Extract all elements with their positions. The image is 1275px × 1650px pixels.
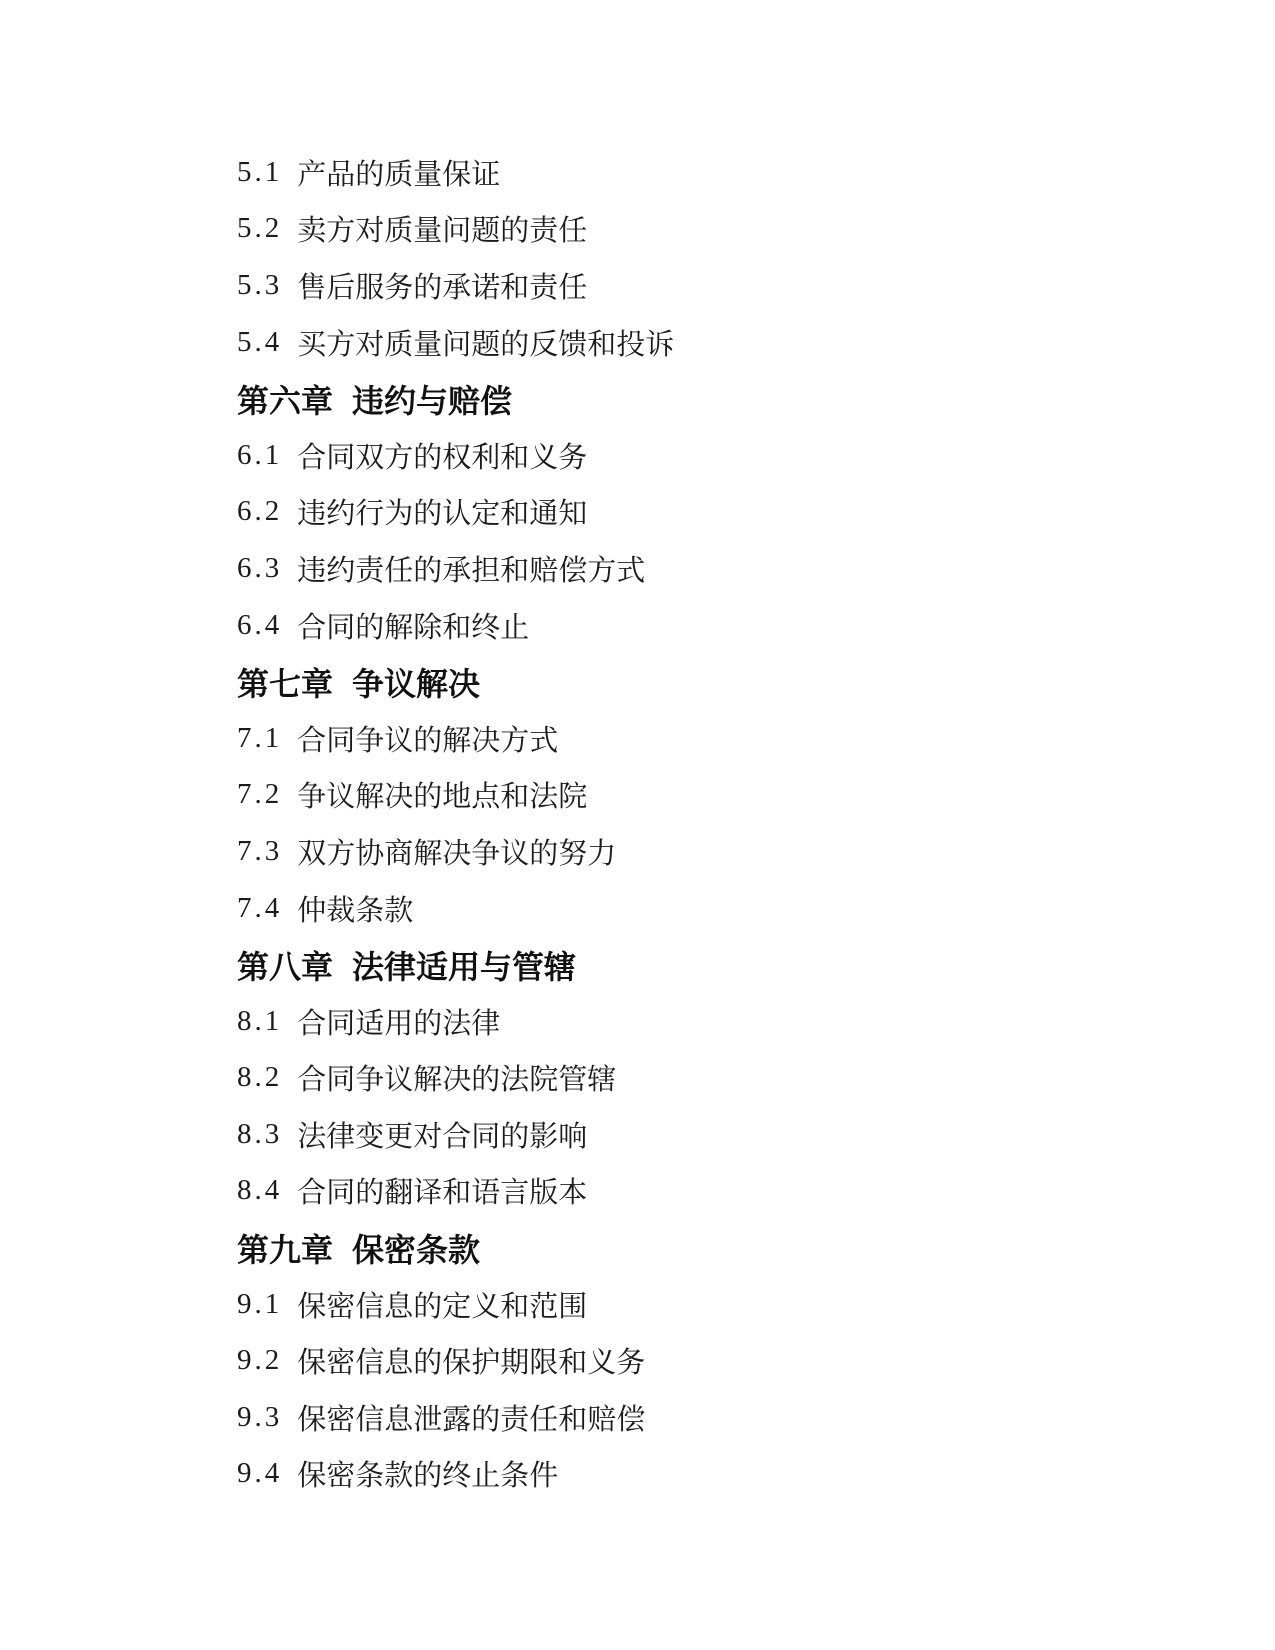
item-title: 合同的翻译和语言版本 [297,1177,588,1210]
toc-item [237,257,1195,314]
item-title: 争议解决的地点和法院 [297,781,588,814]
toc-item [237,314,1195,371]
item-title: 合同适用的法律 [297,1007,501,1040]
chapter-title: 违约与赔偿 [352,382,513,419]
toc-item [237,767,1195,824]
toc-item [237,1446,1195,1503]
chapter-label: 第六章 [237,382,334,419]
chapter-heading [237,653,1195,710]
section-number: 9.1 [237,1287,283,1320]
table-of-contents [237,144,1195,1502]
item-title: 合同争议解决的法院管辖 [297,1064,617,1097]
toc-item [237,823,1195,880]
item-title: 保密信息泄露的责任和赔偿 [297,1403,646,1436]
toc-item [237,1276,1195,1333]
toc-item [237,1163,1195,1220]
chapter-title: 争议解决 [352,665,481,702]
section-number: 9.2 [237,1344,283,1377]
section-number: 9.3 [237,1400,283,1433]
toc-item [237,484,1195,541]
section-number: 6.4 [237,608,283,641]
section-number: 5.2 [237,212,283,245]
chapter-label: 第七章 [237,665,334,702]
item-title: 保密信息的保护期限和义务 [297,1347,646,1380]
item-title: 售后服务的承诺和责任 [297,271,588,304]
toc-item [237,540,1195,597]
chapter-label: 第九章 [237,1231,334,1268]
toc-item [237,1106,1195,1163]
toc-item [237,427,1195,484]
toc-item [237,597,1195,654]
section-number: 6.2 [237,495,283,528]
section-number: 8.4 [237,1174,283,1207]
chapter-label: 第八章 [237,948,334,985]
toc-item [237,993,1195,1050]
section-number: 7.1 [237,721,283,754]
item-title: 法律变更对合同的影响 [297,1120,588,1153]
item-title: 保密信息的定义和范围 [297,1290,588,1323]
item-title: 买方对质量问题的反馈和投诉 [297,328,675,361]
toc-item [237,1332,1195,1389]
section-number: 7.3 [237,834,283,867]
section-number: 5.4 [237,325,283,358]
item-title: 违约行为的认定和通知 [297,498,588,531]
item-title: 仲裁条款 [297,894,414,927]
section-number: 6.1 [237,438,283,471]
item-title: 合同的解除和终止 [297,611,530,644]
section-number: 6.3 [237,551,283,584]
chapter-title: 保密条款 [352,1231,481,1268]
section-number: 8.2 [237,1061,283,1094]
toc-item [237,144,1195,201]
chapter-heading [237,370,1195,427]
item-title: 双方协商解决争议的努力 [297,837,617,870]
chapter-heading [237,936,1195,993]
section-number: 7.2 [237,778,283,811]
item-title: 合同争议的解决方式 [297,724,559,757]
toc-item [237,201,1195,258]
section-number: 8.3 [237,1117,283,1150]
item-title: 违约责任的承担和赔偿方式 [297,554,646,587]
section-number: 8.1 [237,1004,283,1037]
item-title: 保密条款的终止条件 [297,1460,559,1493]
section-number: 5.3 [237,268,283,301]
item-title: 合同双方的权利和义务 [297,441,588,474]
toc-item [237,710,1195,767]
toc-item [237,1389,1195,1446]
chapter-heading [237,1219,1195,1276]
item-title: 产品的质量保证 [297,158,501,191]
toc-item [237,880,1195,937]
toc-item [237,1050,1195,1107]
item-title: 卖方对质量问题的责任 [297,215,588,248]
section-number: 5.1 [237,155,283,188]
section-number: 9.4 [237,1457,283,1490]
chapter-title: 法律适用与管辖 [352,948,577,985]
section-number: 7.4 [237,891,283,924]
